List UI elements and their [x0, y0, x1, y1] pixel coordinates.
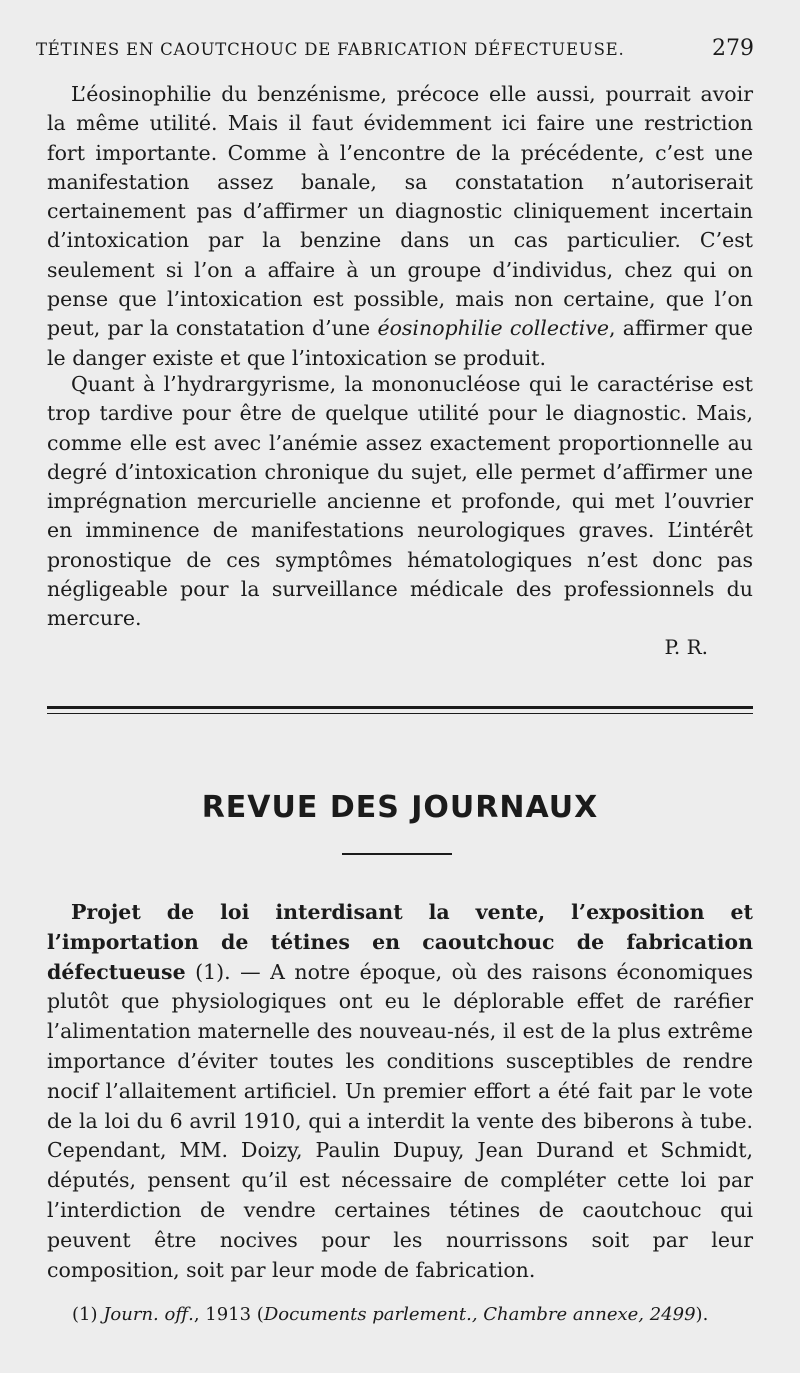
- article-ref: (1). —: [185, 959, 271, 984]
- paragraph-benzenisme: [47, 80, 753, 373]
- footnote-year: , 1913 (: [193, 1304, 264, 1325]
- article-body: A notre époque, où des raisons économiques plutôt que physiologiques ont eu le déplorable effet de raréfier l’alimentation maternelle des nouveau-nés, il est de la plus extrême importance d’éviter toutes les conditions susceptibles de rendre nocif l’allaitement artificiel. Un premier effort a été fait par le vote de la loi du 6 avril 1910, qui a interdit la vente des biberons à tube. Cependant, MM. Doizy, Paulin Dupuy, Jean Durand et Schmidt, députés, pensent qu’il est nécessaire de compléter cette loi par l’interdiction de vendre certaines tétines de caoutchouc qui peuvent être nocives pour les nourrissons soit par leur composition, soit par leur mode de fabrication.: [47, 959, 753, 1282]
- footnote-close: ).: [695, 1304, 709, 1325]
- paragraph2-text: Quant à l’hydrargyrisme, la mononucléose qui le caractérise est trop tardive pour être de quelque utilité pour le diagnostic. Mais, comme elle est avec l’anémie assez exactement proportionnelle au degré d’intoxication chronique du sujet, elle permet d’affirmer une imprégnation mercurielle ancienne et profonde, qui met l’ouvrier en imminence de manifestations neurologiques graves. L’intérêt pronostique de ces symptômes hématologiques n’est donc pas négligeable pour la surveillance médicale des professionnels du mercure.: [47, 372, 753, 631]
- footnote: [72, 1303, 752, 1327]
- paragraph-hydrargyrisme: [47, 370, 753, 634]
- paragraph1-text-a: L’éosinophilie du benzénisme, précoce elle aussi, pourrait avoir la même utilité. Mais il faut évidemment ici faire une restriction fort importante. Comme à l’encontre de la précédente, c’est une manifestation assez banale, sa constatation n’autoriserait certainement pas d’affirmer un diagnostic cliniquement incertain d’intoxication par la benzine dans un cas particulier. C’est seulement si l’on a affaire à un groupe d’individus, chez qui on pense que l’intoxication est possible, mais non certaine, que l’on peut, par la constatation d’une: [47, 82, 753, 341]
- footnote-source: Journ. off.: [103, 1304, 194, 1325]
- paragraph1-text-b: , affirmer que le danger existe et que l’intoxication se produit.: [47, 316, 753, 370]
- title-underline: [342, 853, 452, 855]
- page-number: 279: [712, 36, 754, 61]
- section-title: REVUE DES JOURNAUX: [201, 790, 599, 825]
- article: [47, 898, 753, 1285]
- paragraph1-italic: éosinophilie collective: [377, 316, 609, 341]
- footnote-marker: (1): [72, 1304, 104, 1325]
- running-head: [36, 36, 754, 61]
- section-divider-thick: [47, 706, 753, 709]
- article-heading: Projet de loi interdisant la vente, l’exposition et l’importation de tétines en caoutchouc de fabrication défectueuse: [47, 900, 753, 984]
- author-initials: P. R.: [664, 635, 708, 659]
- running-head-title: TÉTINES EN CAOUTCHOUC DE FABRICATION DÉFECTUEUSE.: [36, 40, 625, 59]
- section-divider-thin: [47, 713, 753, 714]
- footnote-doc: Documents parlement., Chambre annexe, 2499: [263, 1304, 696, 1325]
